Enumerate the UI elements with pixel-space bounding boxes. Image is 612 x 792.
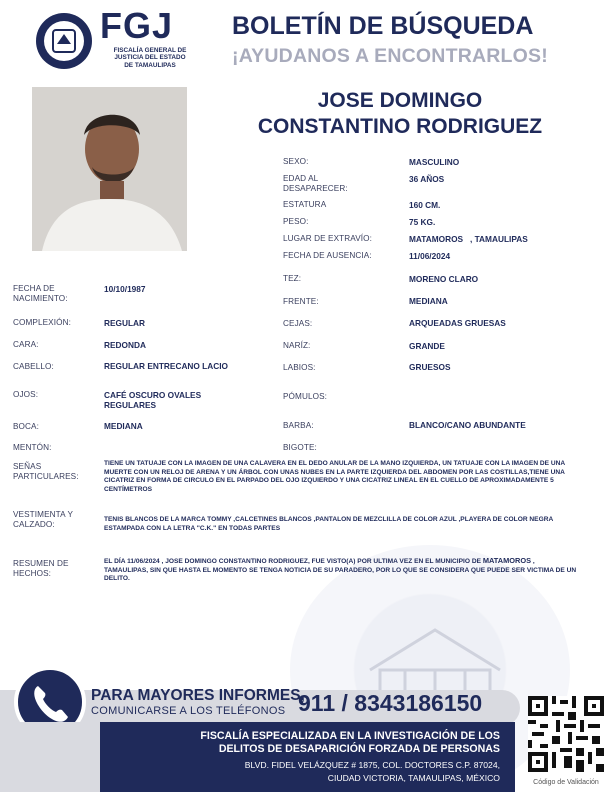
- footer-line3: BLVD. FIDEL VELÁZQUEZ # 1875, COL. DOCTORES C.P. 87024,: [244, 760, 500, 770]
- mouth-value: MEDIANA: [104, 421, 143, 431]
- qr-code-icon: [528, 696, 604, 772]
- summary-part3: , TAMAULIPAS, SIN QUE HASTA EL MOMENTO SE TENGA NOTICIA DE SU PARADERO, POR LO QUE SE CONSIDERA QUE PUEDE SER VICTIMA DE UN DELITO.: [104, 558, 577, 583]
- contact-phones: 911 / 8343186150: [298, 690, 483, 716]
- face-value: REDONDA: [104, 340, 146, 350]
- weight-value: 75 KG.: [409, 217, 436, 227]
- nose-value: GRANDE: [409, 341, 445, 351]
- lips-value: GRUESOS: [409, 362, 451, 372]
- height-label: ESTATURA: [283, 200, 327, 209]
- skin-label: TEZ:: [283, 274, 302, 283]
- person-name-line2: CONSTANTINO RODRIGUEZ: [257, 115, 543, 138]
- qr-caption: Código de Validación: [533, 779, 599, 786]
- footer-agency: [100, 730, 500, 756]
- summary-label: RESUMEN DE HECHOS:: [13, 559, 69, 578]
- height-value: 160 CM.: [409, 200, 441, 210]
- marks-label: SEÑAS PARTICULARES:: [13, 462, 79, 481]
- hair-label: CABELLO:: [13, 362, 54, 371]
- clothing-label: VESTIMENTA Y CALZADO:: [13, 510, 73, 529]
- complexion-value: REGULAR: [104, 318, 146, 328]
- bulletin-title: BOLETÍN DE BÚSQUEDA: [232, 12, 534, 40]
- footer-line1: FISCALÍA ESPECIALIZADA EN LA INVESTIGACIÓN DE LOS: [200, 730, 500, 742]
- clothing-text: TENIS BLANCOS DE LA MARCA TOMMY ,CALCETINES BLANCOS ,PANTALON DE MEZCLILLA DE COLOR AZUL ,PLAYERA DE COLOR NEGRA ESTAMPADA CON LA LETRA "C.K." EN TODAS PARTES: [104, 516, 553, 532]
- contact-line1: PARA MAYORES INFORMES,: [91, 687, 305, 704]
- complexion-label: COMPLEXIÓN:: [13, 318, 71, 327]
- nose-label: NARÍZ:: [283, 341, 311, 350]
- chin-label: MENTÓN:: [13, 443, 52, 452]
- footer-address: [100, 759, 500, 785]
- eyebrows-value: ARQUEADAS GRUESAS: [409, 318, 506, 328]
- mustache-label: BIGOTE:: [283, 443, 317, 452]
- place-value: MATAMOROS , TAMAULIPAS: [409, 234, 528, 244]
- logo-caption: [100, 47, 200, 69]
- summary-municipality: MATAMOROS: [482, 556, 532, 565]
- logo-line3: DE TAMAULIPAS: [124, 61, 176, 69]
- age-label: EDAD AL DESAPARECER:: [283, 174, 348, 193]
- footer-left-block: [0, 722, 100, 792]
- beard-label: BARBA:: [283, 421, 314, 430]
- bulletin-subtitle: ¡AYUDANOS A ENCONTRARLOS!: [232, 45, 548, 67]
- logo-acronym: FGJ: [100, 5, 174, 46]
- contact-line2: COMUNICARSE A LOS TELÉFONOS: [91, 705, 286, 717]
- hair-value: REGULAR ENTRECANO LACIO: [104, 361, 228, 371]
- place-label: LUGAR DE EXTRAVÍO:: [283, 234, 372, 243]
- forehead-value: MEDIANA: [409, 296, 448, 306]
- cheekbones-label: PÓMULOS:: [283, 392, 328, 401]
- eyes-value: CAFÉ OSCURO OVALES REGULARES: [104, 390, 202, 410]
- sex-label: SEXO:: [283, 157, 309, 166]
- weight-label: PESO:: [283, 217, 309, 226]
- summary-part1: EL DÍA 11/06/2024 , JOSE DOMINGO CONSTANTINO RODRIGUEZ, FUE VISTO(A) POR ULTIMA VEZ EN EL MUNICIPIO DE: [104, 558, 481, 565]
- footer-line4: CIUDAD VICTORIA, TAMAULIPAS, MÉXICO: [327, 773, 500, 783]
- beard-value: BLANCO/CANO ABUNDANTE: [409, 420, 526, 430]
- absence-date-value: 11/06/2024: [409, 251, 451, 261]
- eyebrows-label: CEJAS:: [283, 319, 313, 328]
- lips-label: LABIOS:: [283, 363, 316, 372]
- person-name-line1: JOSE DOMINGO: [317, 89, 483, 112]
- absence-date-label: FECHA DE AUSENCIA:: [283, 251, 372, 260]
- marks-text: TIENE UN TATUAJE CON LA IMAGEN DE UNA CALAVERA EN EL DEDO ANULAR DE LA MANO IZQUIERDA, UN TATUAJE CON LA IMAGEN DE UNA MUERTE CON UN RELOJ DE ARENA Y UN ÁRBOL CON UNAS NUBES EN LA PARTE IZQUIERDA DEL ABDOMEN POR LAS COSTILLAS,TIENE UNA CICATRIZ EN FORMA DE CIRCULO EN EL PARPADO DEL OJO IZQUIERDO Y UNA CICATRIZ LINEAL EN EL CUELLO DE APROXIMADAMENTE 5 CENTÍMETROS: [104, 460, 565, 493]
- logo-line1: FISCALÍA GENERAL DE: [113, 47, 187, 54]
- forehead-label: FRENTE:: [283, 297, 319, 306]
- sex-value: MASCULINO: [409, 157, 460, 167]
- eyes-label: OJOS:: [13, 390, 39, 399]
- face-label: CARA:: [13, 340, 39, 349]
- birthdate-label: FECHA DE NACIMIENTO:: [13, 284, 68, 303]
- age-value: 36 AÑOS: [409, 174, 445, 184]
- summary-text: [104, 557, 580, 584]
- missing-person-photo: [32, 87, 187, 251]
- skin-value: MORENO CLARO: [409, 274, 479, 284]
- mouth-label: BOCA:: [13, 422, 39, 431]
- footer-line2: DELITOS DE DESAPARICIÓN FORZADA DE PERSONAS: [218, 743, 500, 755]
- logo-line2: JUSTICIA DEL ESTADO: [114, 54, 186, 62]
- fgj-seal-logo: [35, 10, 93, 72]
- birthdate-value: 10/10/1987: [104, 284, 146, 294]
- person-name: [200, 88, 600, 140]
